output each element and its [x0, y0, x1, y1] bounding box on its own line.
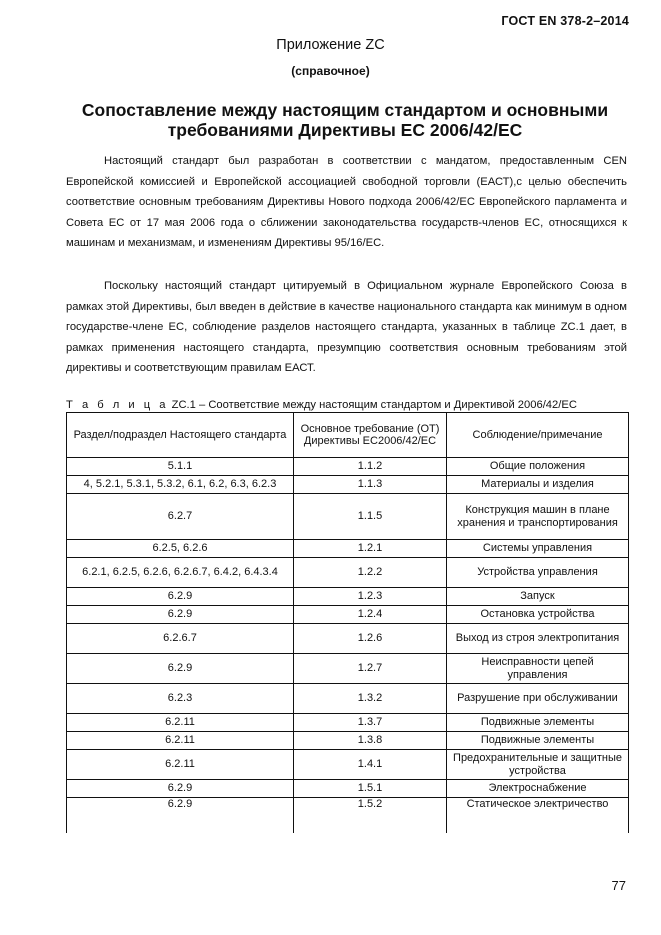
table-row [67, 732, 629, 750]
cell-section: 6.2.9 [67, 654, 294, 684]
table-caption-prefix: Т а б л и ц а [66, 399, 169, 411]
cell-note: Подвижные элементы [447, 732, 629, 750]
correspondence-table [66, 412, 629, 833]
cell-note: Электроснабжение [447, 780, 629, 798]
cell-requirement: 1.5.1 [294, 780, 447, 798]
cell-section: 6.2.11 [67, 750, 294, 780]
cell-section: 6.2.9 [67, 606, 294, 624]
table-caption-text: ZC.1 – Соответствие между настоящим стандартом и Директивой 2006/42/ЕС [171, 399, 577, 411]
cell-section: 6.2.9 [67, 588, 294, 606]
cell-note: Статическое электричество [447, 798, 629, 834]
cell-requirement: 1.2.7 [294, 654, 447, 684]
cell-section: 6.2.5, 6.2.6 [67, 540, 294, 558]
cell-note: Остановка устройства [447, 606, 629, 624]
table-row [67, 684, 629, 714]
table-row [67, 798, 629, 834]
cell-section: 5.1.1 [67, 458, 294, 476]
cell-section: 6.2.9 [67, 798, 294, 834]
table-row [67, 654, 629, 684]
table-header-row [67, 413, 629, 458]
cell-requirement: 1.3.7 [294, 714, 447, 732]
cell-note: Разрушение при обслуживании [447, 684, 629, 714]
cell-note: Устройства управления [447, 558, 629, 588]
cell-requirement: 1.1.5 [294, 494, 447, 540]
body-paragraph: Поскольку настоящий стандарт цитируемый в Официальном журнале Европейского Союза в рамках этой Директивы, был введен в действие в качестве национального стандарта как минимум в одном государстве-члене ЕС, соблюдение разделов настоящего стандарта, указанных в таблице ZC.1 дает, в рамках применения настоящего стандарта, презумпцию соответствия основным требованиям этой директивы и соответствующим правилам ЕАСТ. [66, 280, 627, 375]
table-row [67, 494, 629, 540]
table-row [67, 624, 629, 654]
cell-note: Общие положения [447, 458, 629, 476]
cell-note: Предохранительные и защитные устройства [447, 750, 629, 780]
cell-section: 6.2.9 [67, 780, 294, 798]
cell-section: 6.2.3 [67, 684, 294, 714]
table-row [67, 558, 629, 588]
table-row [67, 750, 629, 780]
cell-note: Запуск [447, 588, 629, 606]
cell-requirement: 1.4.1 [294, 750, 447, 780]
appendix-subtitle: (справочное) [291, 64, 370, 78]
cell-note: Системы управления [447, 540, 629, 558]
body-paragraph: Настоящий стандарт был разработан в соответствии с мандатом, предоставленным CEN Европейской комиссией и Европейской ассоциацией свободной торговли (ЕАСТ),с целью обеспечить соответствие основным требованиям Директивы Нового подхода 2006/42/ЕС Европейского парламента и Совета ЕС от 17 мая 2006 года о сближении законодательства государств-членов ЕС, относящихся к машинам и механизмам, и изменениям Директивы 95/16/ЕС. [66, 155, 627, 250]
cell-section: 6.2.7 [67, 494, 294, 540]
section-heading: Сопоставление между настоящим стандартом и основными требованиями Директивы ЕС 2006/42/ЕС [81, 100, 609, 140]
cell-section: 6.2.6.7 [67, 624, 294, 654]
cell-note: Неисправности цепей управления [447, 654, 629, 684]
cell-requirement: 1.2.3 [294, 588, 447, 606]
table-row [67, 458, 629, 476]
column-header-note: Соблюдение/примечание [447, 413, 629, 458]
cell-requirement: 1.2.6 [294, 624, 447, 654]
page-number: 77 [611, 878, 626, 893]
cell-requirement: 1.2.2 [294, 558, 447, 588]
cell-section: 4, 5.2.1, 5.3.1, 5.3.2, 6.1, 6.2, 6.3, 6.2.3 [67, 476, 294, 494]
table-row [67, 606, 629, 624]
cell-note: Выход из строя электропитания [447, 624, 629, 654]
table-row [67, 714, 629, 732]
column-header-section: Раздел/подраздел Настоящего стандарта [67, 413, 294, 458]
cell-requirement: 1.3.8 [294, 732, 447, 750]
cell-requirement: 1.1.2 [294, 458, 447, 476]
table-row [67, 588, 629, 606]
cell-requirement: 1.2.4 [294, 606, 447, 624]
cell-note: Подвижные элементы [447, 714, 629, 732]
table-row [67, 540, 629, 558]
appendix-title: Приложение ZC [276, 37, 385, 53]
cell-section: 6.2.11 [67, 732, 294, 750]
cell-requirement: 1.3.2 [294, 684, 447, 714]
cell-section: 6.2.11 [67, 714, 294, 732]
cell-section: 6.2.1, 6.2.5, 6.2.6, 6.2.6.7, 6.4.2, 6.4.3.4 [67, 558, 294, 588]
cell-note: Материалы и изделия [447, 476, 629, 494]
cell-requirement: 1.5.2 [294, 798, 447, 834]
column-header-requirement: Основное требование (ОТ) Директивы ЕС2006/42/ЕС [294, 413, 447, 458]
standard-designation: ГОСТ EN 378-2–2014 [501, 14, 629, 28]
table-row [67, 780, 629, 798]
table-caption [66, 399, 577, 411]
cell-requirement: 1.2.1 [294, 540, 447, 558]
table-row [67, 476, 629, 494]
cell-requirement: 1.1.3 [294, 476, 447, 494]
cell-note: Конструкция машин в плане хранения и транспортирования [447, 494, 629, 540]
